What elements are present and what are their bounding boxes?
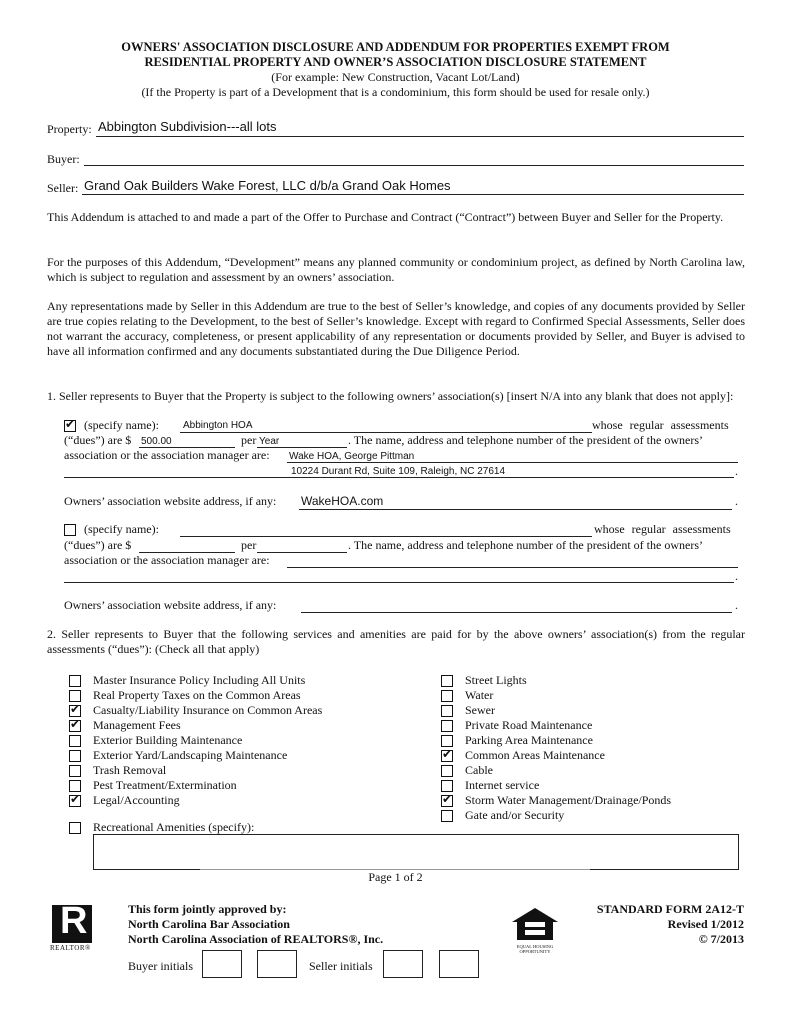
service-label: Casualty/Liability Insurance on Common Areas (93, 703, 323, 717)
service-label: Exterior Yard/Landscaping Maintenance (93, 748, 288, 762)
association-1-address-field[interactable]: 10224 Durant Rd, Suite 109, Raleigh, NC 27614 (291, 466, 506, 477)
seller-field[interactable]: Grand Oak Builders Wake Forest, LLC d/b/a Grand Oak Homes (84, 178, 451, 193)
service-checkbox[interactable] (69, 720, 81, 732)
service-label: Gate and/or Security (465, 808, 565, 822)
association-2-checkbox[interactable] (64, 524, 76, 536)
manager-label: association or the association manager are: (64, 448, 270, 462)
service-checkbox[interactable] (69, 780, 81, 792)
realtors-association: North Carolina Association of REALTORS®, Inc. (128, 932, 384, 946)
association-1-manager-field[interactable]: Wake HOA, George Pittman (289, 451, 415, 462)
service-checkbox[interactable] (441, 735, 453, 747)
service-label: Master Insurance Policy Including All Units (93, 673, 306, 687)
whose-label: whose regular assessments (592, 418, 729, 432)
service-checkbox[interactable] (441, 780, 453, 792)
association-1-website-field[interactable]: WakeHOA.com (301, 494, 384, 508)
service-label: Storm Water Management/Drainage/Ponds (465, 793, 672, 807)
seller-initials-box-1[interactable] (383, 950, 423, 978)
association-1-dues-field[interactable]: 500.00 (141, 436, 172, 447)
service-label: Common Areas Maintenance (465, 748, 605, 762)
president-label: . The name, address and telephone number of the president of the owners’ (348, 538, 703, 552)
manager-label: association or the association manager are: (64, 553, 270, 567)
per-label: per (241, 433, 257, 447)
service-label: Cable (465, 763, 493, 777)
service-checkbox[interactable] (69, 705, 81, 717)
service-checkbox[interactable] (441, 750, 453, 762)
service-checkbox[interactable] (69, 765, 81, 777)
form-subtitle-2: (If the Property is part of a Development that is a condominium, this form should be used for resale only.) (141, 85, 650, 99)
specify-name-label: (specify name): (84, 522, 159, 536)
association-1-checkbox[interactable] (64, 420, 76, 432)
buyer-label: Buyer: (47, 152, 80, 166)
recreational-amenities-label: Recreational Amenities (specify): (93, 820, 255, 834)
period: . (735, 494, 738, 508)
service-label: Exterior Building Maintenance (93, 733, 243, 747)
buyer-initials-box-2[interactable] (257, 950, 297, 978)
website-label: Owners’ association website address, if any: (64, 598, 277, 612)
president-label: . The name, address and telephone number of the president of the owners’ (348, 433, 703, 447)
dues-label: (“dues”) are $ (64, 538, 132, 552)
service-checkbox[interactable] (441, 705, 453, 717)
service-label: Legal/Accounting (93, 793, 180, 807)
period: . (735, 598, 738, 612)
property-field[interactable]: Abbington Subdivision---all lots (98, 119, 277, 134)
seller-initials-box-2[interactable] (439, 950, 479, 978)
service-label: Internet service (465, 778, 540, 792)
service-checkbox[interactable] (69, 795, 81, 807)
per-label: per (241, 538, 257, 552)
association-1-per-field[interactable]: Year (259, 436, 280, 447)
form-title-line2: RESIDENTIAL PROPERTY AND OWNER’S ASSOCIATION DISCLOSURE STATEMENT (144, 55, 647, 69)
form-number: STANDARD FORM 2A12-T (596, 902, 744, 916)
service-label: Trash Removal (93, 763, 167, 777)
seller-label: Seller: (47, 181, 79, 195)
service-checkbox[interactable] (441, 675, 453, 687)
service-checkbox[interactable] (441, 810, 453, 822)
service-checkbox[interactable] (69, 735, 81, 747)
period: . (735, 569, 738, 583)
service-label: Real Property Taxes on the Common Areas (93, 688, 301, 702)
revised-date: Revised 1/2012 (667, 917, 744, 931)
buyer-initials-label: Buyer initials (128, 959, 193, 973)
item-1-text: 1. Seller represents to Buyer that the Property is subject to the following owners’ association(s) [insert N/A into any blank that does not apply]: (47, 389, 734, 403)
service-checkbox[interactable] (69, 690, 81, 702)
service-label: Private Road Maintenance (465, 718, 593, 732)
period: . (735, 464, 738, 478)
seller-initials-label: Seller initials (309, 959, 373, 973)
form-subtitle-1: (For example: New Construction, Vacant Lot/Land) (271, 70, 520, 84)
service-label: Water (465, 688, 494, 702)
form-page: OWNERS' ASSOCIATION DISCLOSURE AND ADDENDUM FOR PROPERTIES EXEMPT FROM RESIDENTIAL PROPERTY AND OWNER’S ASSOCIATION DISCLOSURE STATEMENT (For example: New Construction, Vacant Lot/Land) (If the Property is part of a Development that is a condominium, this form should be used for resale only.) Property: Abbington Subdivision---all lots Buyer: Seller: Grand Oak Builders Wake Forest, LLC d/b/a Grand Oak Homes This Addendum is attached to and made a part of the Offer to Purchase and Contract (“Contract”) between Buyer and Seller for the Property. For the purposes of this Addendum, “Development” means any planned community or condominium project, as defined by North Carolina law, which is subject to regulation and assessment by an owners’ association. Any representations made by Seller in this Addendum are true to the best of Seller’s knowledge, and copies of any documents provided by Seller are true copies relating to the Development, to the best of Seller’s knowledge. Except with regard to Confirmed Special Assessments, Seller does not warrant the accuracy, completeness, or present applicability of any representation or documents provided by Seller, and Buyer is advised to have all information confirmed and any documents substantiated during the Due Diligence Period. 1. Seller represents to Buyer that the Property is subject to the following owners’ association(s) [insert N/A into any blank that does not apply]: ✔ (specify name): Abbington HOA whose regular assessments (“dues”) are $ 500.00 per Year . The name, address and telephone number of the president of the owners’ association or the association manager are: Wake HOA, George Pittman 10224 Durant Rd, Suite 109, Raleigh, NC 27614 . Owners’ association website address, if any: WakeHOA.com . (specify name): whose regular assessments (“dues”) are $ per . The name, address and telephone number of the president of the owners’ association or the association manager are: . Owners’ association website address, if any: . 2. Seller represents to Buyer that the following services and amenities are paid for by the above owners’ association(s) from the regular assessments (“dues”): (Check all that apply) Master Insurance Policy Including All Units Real Property Taxes on the Common Areas ✔ Casualty/Liability Insurance on Common Areas ✔ Management Fees Exterior Building Maintenance Exterior Yard/Landscaping Maintenance Trash Removal Pest Treatment/Extermination ✔ Legal/Accounting Street Lights Water Sewer Private Road Maintenance Parking Area Maintenance ✔ Common Areas Maintenance Cable Internet service ✔ Storm Water Management/Drainage/Ponds Gate and/or Security Recreational Amenities (specify): Page 1 of 2 R REALTOR® This form jointly approved by: North Carolina Bar Association North Carolina Association of REALTORS®, Inc. Buyer initials Seller initials EQUAL HOUSING OPPORTUNITY STANDARD FORM 2A12-T Revised 1/2012 © 7/2013 (0, 0, 791, 1024)
addendum-paragraph: This Addendum is attached to and made a part of the Offer to Purchase and Contract (“Contract”) between Buyer and Seller for the Property. (47, 210, 724, 224)
bar-association: North Carolina Bar Association (128, 917, 290, 931)
service-checkbox[interactable] (441, 690, 453, 702)
item-2-text: 2. Seller represents to Buyer that the following services and amenities are paid for by the above owners’ association(s) from the regular assessments (“dues”): (Check all that apply) (47, 627, 745, 656)
approved-by: This form jointly approved by: (128, 902, 287, 916)
recreational-amenities-checkbox[interactable] (69, 822, 81, 834)
service-checkbox[interactable] (441, 795, 453, 807)
specify-name-label: (specify name): (84, 418, 159, 432)
association-1-name-field[interactable]: Abbington HOA (183, 420, 253, 431)
dues-label: (“dues”) are $ (64, 433, 132, 447)
service-checkbox[interactable] (69, 675, 81, 687)
service-checkbox[interactable] (441, 720, 453, 732)
copyright: © 7/2013 (698, 932, 744, 946)
service-label: Management Fees (93, 718, 181, 732)
whose-label: whose regular assessments (594, 522, 731, 536)
representations-paragraph: Any representations made by Seller in this Addendum are true to the best of Seller’s knowledge, and copies of any documents provided by Seller are true copies relating to the Development, to the best of Seller’s knowledge. Except with regard to Confirmed Special Assessments, Seller does not warrant the accuracy, completeness, or present applicability of any representation or documents provided by Seller, and Buyer is advised to have all information confirmed and any documents substantiated during the Due Diligence Period. (47, 299, 745, 358)
website-label: Owners’ association website address, if any: (64, 494, 277, 508)
service-label: Pest Treatment/Extermination (93, 778, 237, 792)
page-number: Page 1 of 2 (368, 870, 423, 884)
recreational-amenities-field[interactable] (93, 834, 739, 870)
service-label: Parking Area Maintenance (465, 733, 593, 747)
form-title-line1: OWNERS' ASSOCIATION DISCLOSURE AND ADDENDUM FOR PROPERTIES EXEMPT FROM (121, 40, 670, 54)
service-checkbox[interactable] (69, 750, 81, 762)
property-label: Property: (47, 122, 92, 136)
service-label: Sewer (465, 703, 495, 717)
buyer-initials-box-1[interactable] (202, 950, 242, 978)
development-definition: For the purposes of this Addendum, “Development” means any planned community or condominium project, as defined by North Carolina law, which is subject to regulation and assessment by an owners’ association. (47, 255, 745, 284)
service-label: Street Lights (465, 673, 527, 687)
service-checkbox[interactable] (441, 765, 453, 777)
